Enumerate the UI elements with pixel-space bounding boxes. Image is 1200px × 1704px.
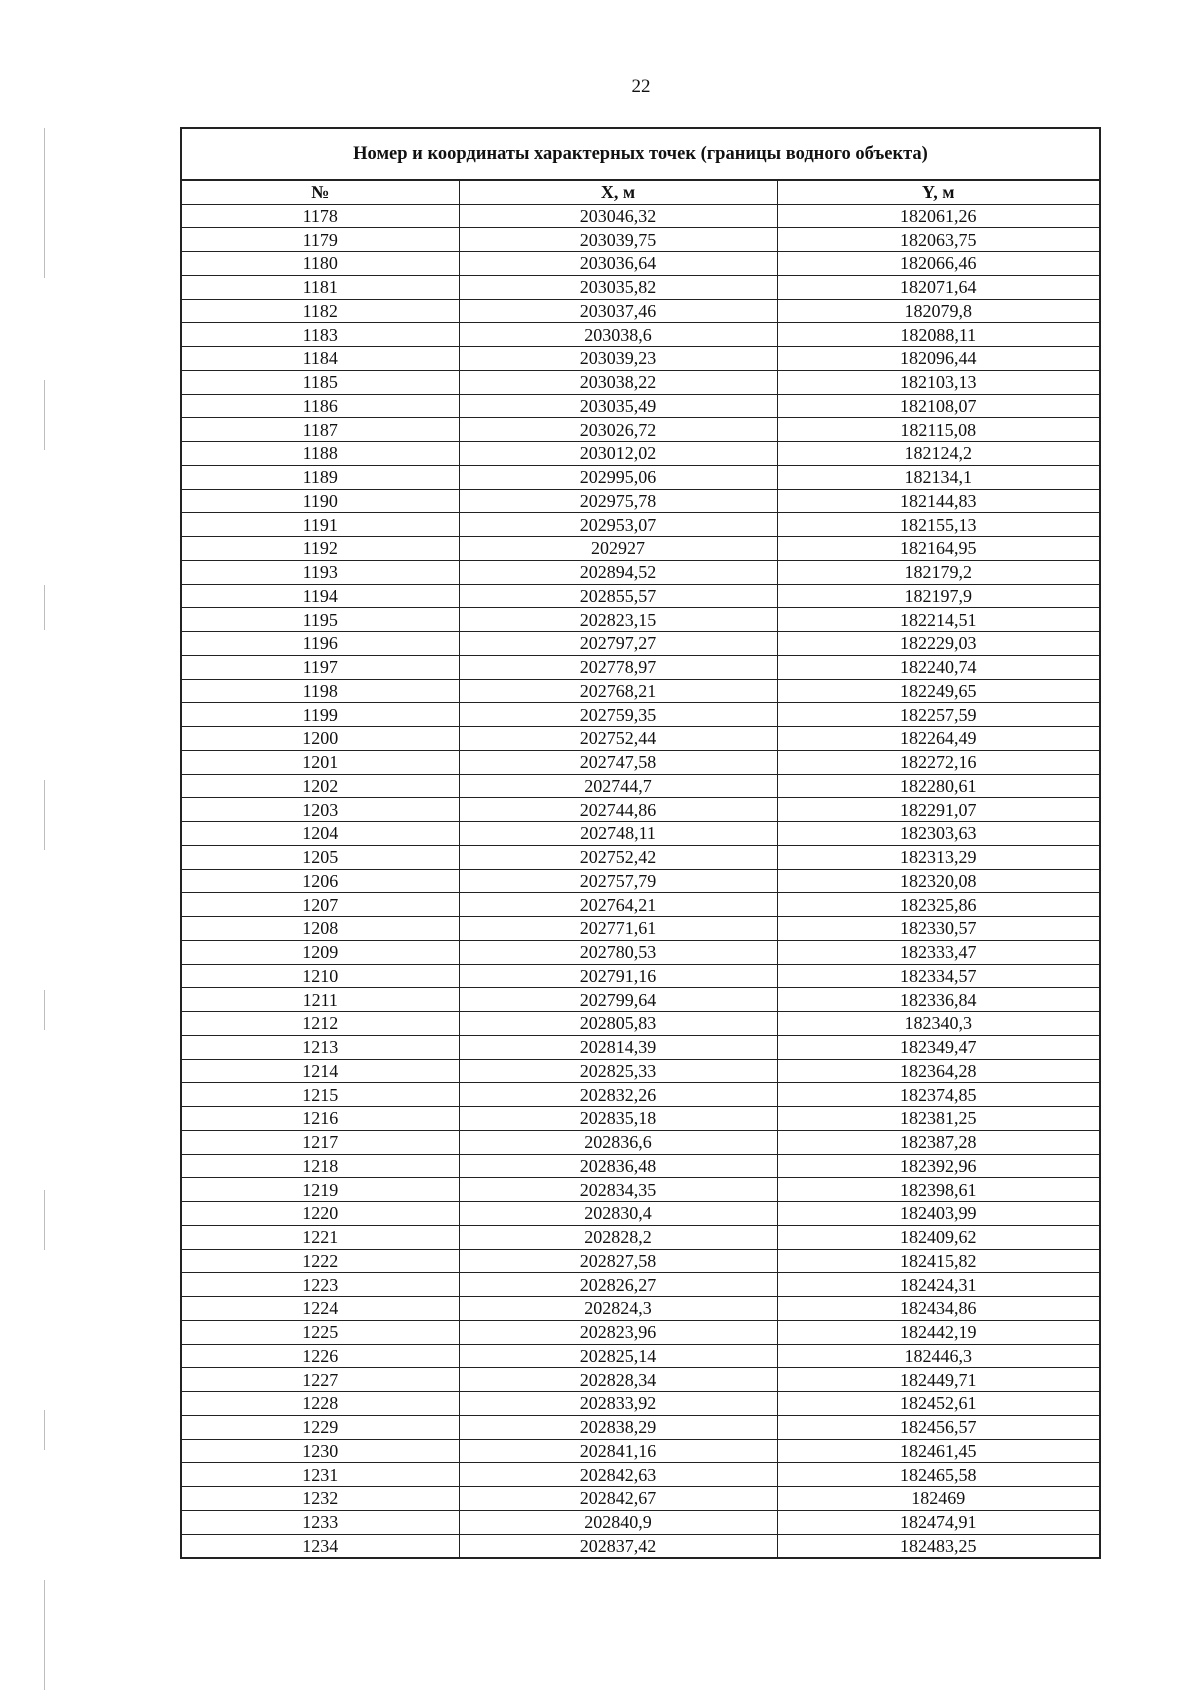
cell-y: 182144,83 <box>777 489 1100 513</box>
cell-y: 182313,29 <box>777 845 1100 869</box>
table-row <box>181 798 1100 822</box>
table-row <box>181 750 1100 774</box>
cell-number: 1200 <box>181 727 459 751</box>
cell-number: 1223 <box>181 1273 459 1297</box>
cell-y: 182103,13 <box>777 370 1100 394</box>
page-number: 22 <box>631 76 651 97</box>
cell-y: 182257,59 <box>777 703 1100 727</box>
cell-x: 203039,75 <box>459 228 777 252</box>
cell-number: 1206 <box>181 869 459 893</box>
table-row <box>181 394 1100 418</box>
cell-x: 202830,4 <box>459 1202 777 1226</box>
cell-number: 1210 <box>181 964 459 988</box>
cell-number: 1205 <box>181 845 459 869</box>
cell-x: 203012,02 <box>459 442 777 466</box>
scan-artifact <box>44 1580 45 1690</box>
cell-y: 182483,25 <box>777 1534 1100 1558</box>
cell-x: 202825,33 <box>459 1059 777 1083</box>
cell-number: 1232 <box>181 1487 459 1511</box>
table-row <box>181 1487 1100 1511</box>
cell-x: 202797,27 <box>459 632 777 656</box>
cell-y: 182063,75 <box>777 228 1100 252</box>
cell-y: 182280,61 <box>777 774 1100 798</box>
cell-y: 182197,9 <box>777 584 1100 608</box>
cell-x: 202828,34 <box>459 1368 777 1392</box>
cell-x: 202832,26 <box>459 1083 777 1107</box>
table-row <box>181 940 1100 964</box>
cell-y: 182334,57 <box>777 964 1100 988</box>
cell-number: 1180 <box>181 252 459 276</box>
cell-x: 202975,78 <box>459 489 777 513</box>
cell-x: 203046,32 <box>459 204 777 228</box>
cell-y: 182333,47 <box>777 940 1100 964</box>
cell-x: 202828,2 <box>459 1225 777 1249</box>
cell-number: 1196 <box>181 632 459 656</box>
cell-y: 182449,71 <box>777 1368 1100 1392</box>
cell-x: 202835,18 <box>459 1107 777 1131</box>
cell-x: 202771,61 <box>459 917 777 941</box>
table-row <box>181 655 1100 679</box>
cell-y: 182272,16 <box>777 750 1100 774</box>
cell-y: 182424,31 <box>777 1273 1100 1297</box>
cell-y: 182088,11 <box>777 323 1100 347</box>
cell-number: 1182 <box>181 299 459 323</box>
table-row <box>181 370 1100 394</box>
cell-number: 1202 <box>181 774 459 798</box>
cell-number: 1230 <box>181 1439 459 1463</box>
cell-y: 182291,07 <box>777 798 1100 822</box>
cell-y: 182452,61 <box>777 1392 1100 1416</box>
cell-number: 1233 <box>181 1510 459 1534</box>
cell-y: 182336,84 <box>777 988 1100 1012</box>
cell-number: 1222 <box>181 1249 459 1273</box>
cell-y: 182066,46 <box>777 252 1100 276</box>
cell-number: 1216 <box>181 1107 459 1131</box>
scan-artifact <box>44 1410 45 1450</box>
cell-number: 1185 <box>181 370 459 394</box>
cell-x: 202757,79 <box>459 869 777 893</box>
cell-number: 1188 <box>181 442 459 466</box>
cell-x: 202823,96 <box>459 1320 777 1344</box>
cell-x: 202836,6 <box>459 1130 777 1154</box>
cell-x: 202841,16 <box>459 1439 777 1463</box>
cell-number: 1181 <box>181 275 459 299</box>
cell-x: 202827,58 <box>459 1249 777 1273</box>
cell-y: 182229,03 <box>777 632 1100 656</box>
table-row <box>181 1154 1100 1178</box>
cell-number: 1178 <box>181 204 459 228</box>
table-row <box>181 1320 1100 1344</box>
scan-artifact <box>44 128 45 278</box>
cell-x: 202764,21 <box>459 893 777 917</box>
cell-number: 1215 <box>181 1083 459 1107</box>
table-row <box>181 869 1100 893</box>
table-header-row <box>181 180 1100 204</box>
table-row <box>181 489 1100 513</box>
cell-y: 182249,65 <box>777 679 1100 703</box>
cell-number: 1186 <box>181 394 459 418</box>
table-row <box>181 537 1100 561</box>
cell-y: 182164,95 <box>777 537 1100 561</box>
table-row <box>181 1368 1100 1392</box>
cell-y: 182381,25 <box>777 1107 1100 1131</box>
cell-number: 1198 <box>181 679 459 703</box>
table-row <box>181 964 1100 988</box>
table-row <box>181 1392 1100 1416</box>
cell-x: 203037,46 <box>459 299 777 323</box>
table-row <box>181 893 1100 917</box>
cell-y: 182469 <box>777 1487 1100 1511</box>
cell-y: 182325,86 <box>777 893 1100 917</box>
cell-y: 182214,51 <box>777 608 1100 632</box>
cell-x: 202855,57 <box>459 584 777 608</box>
cell-number: 1224 <box>181 1297 459 1321</box>
cell-number: 1192 <box>181 537 459 561</box>
table-row <box>181 774 1100 798</box>
cell-number: 1225 <box>181 1320 459 1344</box>
cell-y: 182403,99 <box>777 1202 1100 1226</box>
cell-y: 182349,47 <box>777 1035 1100 1059</box>
cell-number: 1220 <box>181 1202 459 1226</box>
cell-number: 1199 <box>181 703 459 727</box>
cell-x: 202744,7 <box>459 774 777 798</box>
table-row <box>181 845 1100 869</box>
cell-x: 202799,64 <box>459 988 777 1012</box>
table-body <box>181 204 1100 1558</box>
cell-x: 203036,64 <box>459 252 777 276</box>
table-row <box>181 1107 1100 1131</box>
cell-x: 203038,22 <box>459 370 777 394</box>
table-title: Номер и координаты характерных точек (границы водного объекта) <box>181 128 1100 180</box>
table-row <box>181 632 1100 656</box>
table-row <box>181 917 1100 941</box>
cell-number: 1214 <box>181 1059 459 1083</box>
table-row <box>181 1178 1100 1202</box>
cell-number: 1226 <box>181 1344 459 1368</box>
cell-number: 1194 <box>181 584 459 608</box>
cell-y: 182155,13 <box>777 513 1100 537</box>
cell-y: 182442,19 <box>777 1320 1100 1344</box>
cell-number: 1211 <box>181 988 459 1012</box>
table-row <box>181 1225 1100 1249</box>
cell-x: 202995,06 <box>459 465 777 489</box>
cell-number: 1204 <box>181 822 459 846</box>
table-row <box>181 1202 1100 1226</box>
scan-artifact <box>44 780 45 850</box>
cell-x: 202752,42 <box>459 845 777 869</box>
cell-number: 1183 <box>181 323 459 347</box>
table-row <box>181 1344 1100 1368</box>
cell-x: 202838,29 <box>459 1415 777 1439</box>
table-row <box>181 1415 1100 1439</box>
cell-number: 1179 <box>181 228 459 252</box>
table-row <box>181 703 1100 727</box>
cell-x: 202833,92 <box>459 1392 777 1416</box>
cell-x: 202752,44 <box>459 727 777 751</box>
cell-x: 202953,07 <box>459 513 777 537</box>
cell-y: 182398,61 <box>777 1178 1100 1202</box>
cell-x: 202842,67 <box>459 1487 777 1511</box>
cell-y: 182392,96 <box>777 1154 1100 1178</box>
scan-artifact <box>44 380 45 450</box>
cell-x: 202825,14 <box>459 1344 777 1368</box>
cell-x: 203026,72 <box>459 418 777 442</box>
table-row <box>181 1012 1100 1036</box>
cell-number: 1201 <box>181 750 459 774</box>
table-row <box>181 727 1100 751</box>
table-row <box>181 1297 1100 1321</box>
cell-number: 1218 <box>181 1154 459 1178</box>
scan-artifact <box>44 990 45 1030</box>
cell-number: 1231 <box>181 1463 459 1487</box>
cell-y: 182374,85 <box>777 1083 1100 1107</box>
cell-y: 182303,63 <box>777 822 1100 846</box>
table-row <box>181 1083 1100 1107</box>
cell-number: 1228 <box>181 1392 459 1416</box>
scan-artifact <box>44 585 45 630</box>
table-row <box>181 560 1100 584</box>
cell-y: 182446,3 <box>777 1344 1100 1368</box>
cell-x: 202768,21 <box>459 679 777 703</box>
table-row <box>181 988 1100 1012</box>
cell-number: 1203 <box>181 798 459 822</box>
cell-y: 182071,64 <box>777 275 1100 299</box>
cell-x: 203039,23 <box>459 347 777 371</box>
cell-x: 202778,97 <box>459 655 777 679</box>
cell-number: 1229 <box>181 1415 459 1439</box>
cell-number: 1227 <box>181 1368 459 1392</box>
cell-number: 1217 <box>181 1130 459 1154</box>
scan-artifact <box>44 1190 45 1250</box>
table-row <box>181 1463 1100 1487</box>
cell-x: 202927 <box>459 537 777 561</box>
cell-y: 182115,08 <box>777 418 1100 442</box>
cell-number: 1212 <box>181 1012 459 1036</box>
table-row <box>181 513 1100 537</box>
table-row <box>181 323 1100 347</box>
table-row <box>181 822 1100 846</box>
table-row <box>181 465 1100 489</box>
cell-number: 1207 <box>181 893 459 917</box>
cell-x: 203035,82 <box>459 275 777 299</box>
cell-x: 202747,58 <box>459 750 777 774</box>
cell-y: 182320,08 <box>777 869 1100 893</box>
cell-x: 202840,9 <box>459 1510 777 1534</box>
cell-y: 182456,57 <box>777 1415 1100 1439</box>
cell-y: 182461,45 <box>777 1439 1100 1463</box>
cell-number: 1191 <box>181 513 459 537</box>
cell-y: 182465,58 <box>777 1463 1100 1487</box>
cell-x: 202826,27 <box>459 1273 777 1297</box>
cell-x: 202748,11 <box>459 822 777 846</box>
cell-x: 202759,35 <box>459 703 777 727</box>
table-row <box>181 1130 1100 1154</box>
table-row <box>181 204 1100 228</box>
table-row <box>181 679 1100 703</box>
cell-number: 1193 <box>181 560 459 584</box>
cell-y: 182124,2 <box>777 442 1100 466</box>
cell-y: 182330,57 <box>777 917 1100 941</box>
column-header-x: X, м <box>459 180 777 204</box>
cell-y: 182415,82 <box>777 1249 1100 1273</box>
cell-number: 1213 <box>181 1035 459 1059</box>
cell-x: 202837,42 <box>459 1534 777 1558</box>
table-row <box>181 1249 1100 1273</box>
table-row <box>181 608 1100 632</box>
cell-y: 182474,91 <box>777 1510 1100 1534</box>
table-row <box>181 299 1100 323</box>
table-row <box>181 1439 1100 1463</box>
cell-x: 202836,48 <box>459 1154 777 1178</box>
table-row <box>181 442 1100 466</box>
cell-number: 1197 <box>181 655 459 679</box>
cell-y: 182179,2 <box>777 560 1100 584</box>
cell-number: 1184 <box>181 347 459 371</box>
table-row <box>181 584 1100 608</box>
coordinates-table-container <box>180 127 1099 1559</box>
cell-x: 202744,86 <box>459 798 777 822</box>
cell-y: 182079,8 <box>777 299 1100 323</box>
cell-number: 1187 <box>181 418 459 442</box>
cell-x: 202824,3 <box>459 1297 777 1321</box>
cell-number: 1221 <box>181 1225 459 1249</box>
cell-y: 182434,86 <box>777 1297 1100 1321</box>
cell-x: 203038,6 <box>459 323 777 347</box>
cell-number: 1219 <box>181 1178 459 1202</box>
cell-y: 182134,1 <box>777 465 1100 489</box>
cell-y: 182340,3 <box>777 1012 1100 1036</box>
cell-y: 182096,44 <box>777 347 1100 371</box>
cell-x: 202814,39 <box>459 1035 777 1059</box>
cell-y: 182061,26 <box>777 204 1100 228</box>
table-row <box>181 347 1100 371</box>
table-row <box>181 228 1100 252</box>
cell-number: 1190 <box>181 489 459 513</box>
table-row <box>181 1534 1100 1558</box>
cell-x: 202780,53 <box>459 940 777 964</box>
cell-y: 182364,28 <box>777 1059 1100 1083</box>
table-row <box>181 1510 1100 1534</box>
cell-number: 1195 <box>181 608 459 632</box>
cell-x: 202805,83 <box>459 1012 777 1036</box>
cell-number: 1189 <box>181 465 459 489</box>
table-row <box>181 1059 1100 1083</box>
cell-y: 182240,74 <box>777 655 1100 679</box>
cell-y: 182108,07 <box>777 394 1100 418</box>
table-row <box>181 1035 1100 1059</box>
cell-number: 1209 <box>181 940 459 964</box>
cell-x: 203035,49 <box>459 394 777 418</box>
cell-x: 202894,52 <box>459 560 777 584</box>
cell-number: 1234 <box>181 1534 459 1558</box>
coordinates-table <box>180 127 1101 1559</box>
column-header-y: Y, м <box>777 180 1100 204</box>
table-row <box>181 252 1100 276</box>
cell-y: 182409,62 <box>777 1225 1100 1249</box>
cell-x: 202834,35 <box>459 1178 777 1202</box>
table-row <box>181 1273 1100 1297</box>
cell-y: 182387,28 <box>777 1130 1100 1154</box>
cell-x: 202791,16 <box>459 964 777 988</box>
table-row <box>181 275 1100 299</box>
cell-number: 1208 <box>181 917 459 941</box>
table-row <box>181 418 1100 442</box>
column-header-number: № <box>181 180 459 204</box>
cell-x: 202842,63 <box>459 1463 777 1487</box>
cell-x: 202823,15 <box>459 608 777 632</box>
cell-y: 182264,49 <box>777 727 1100 751</box>
